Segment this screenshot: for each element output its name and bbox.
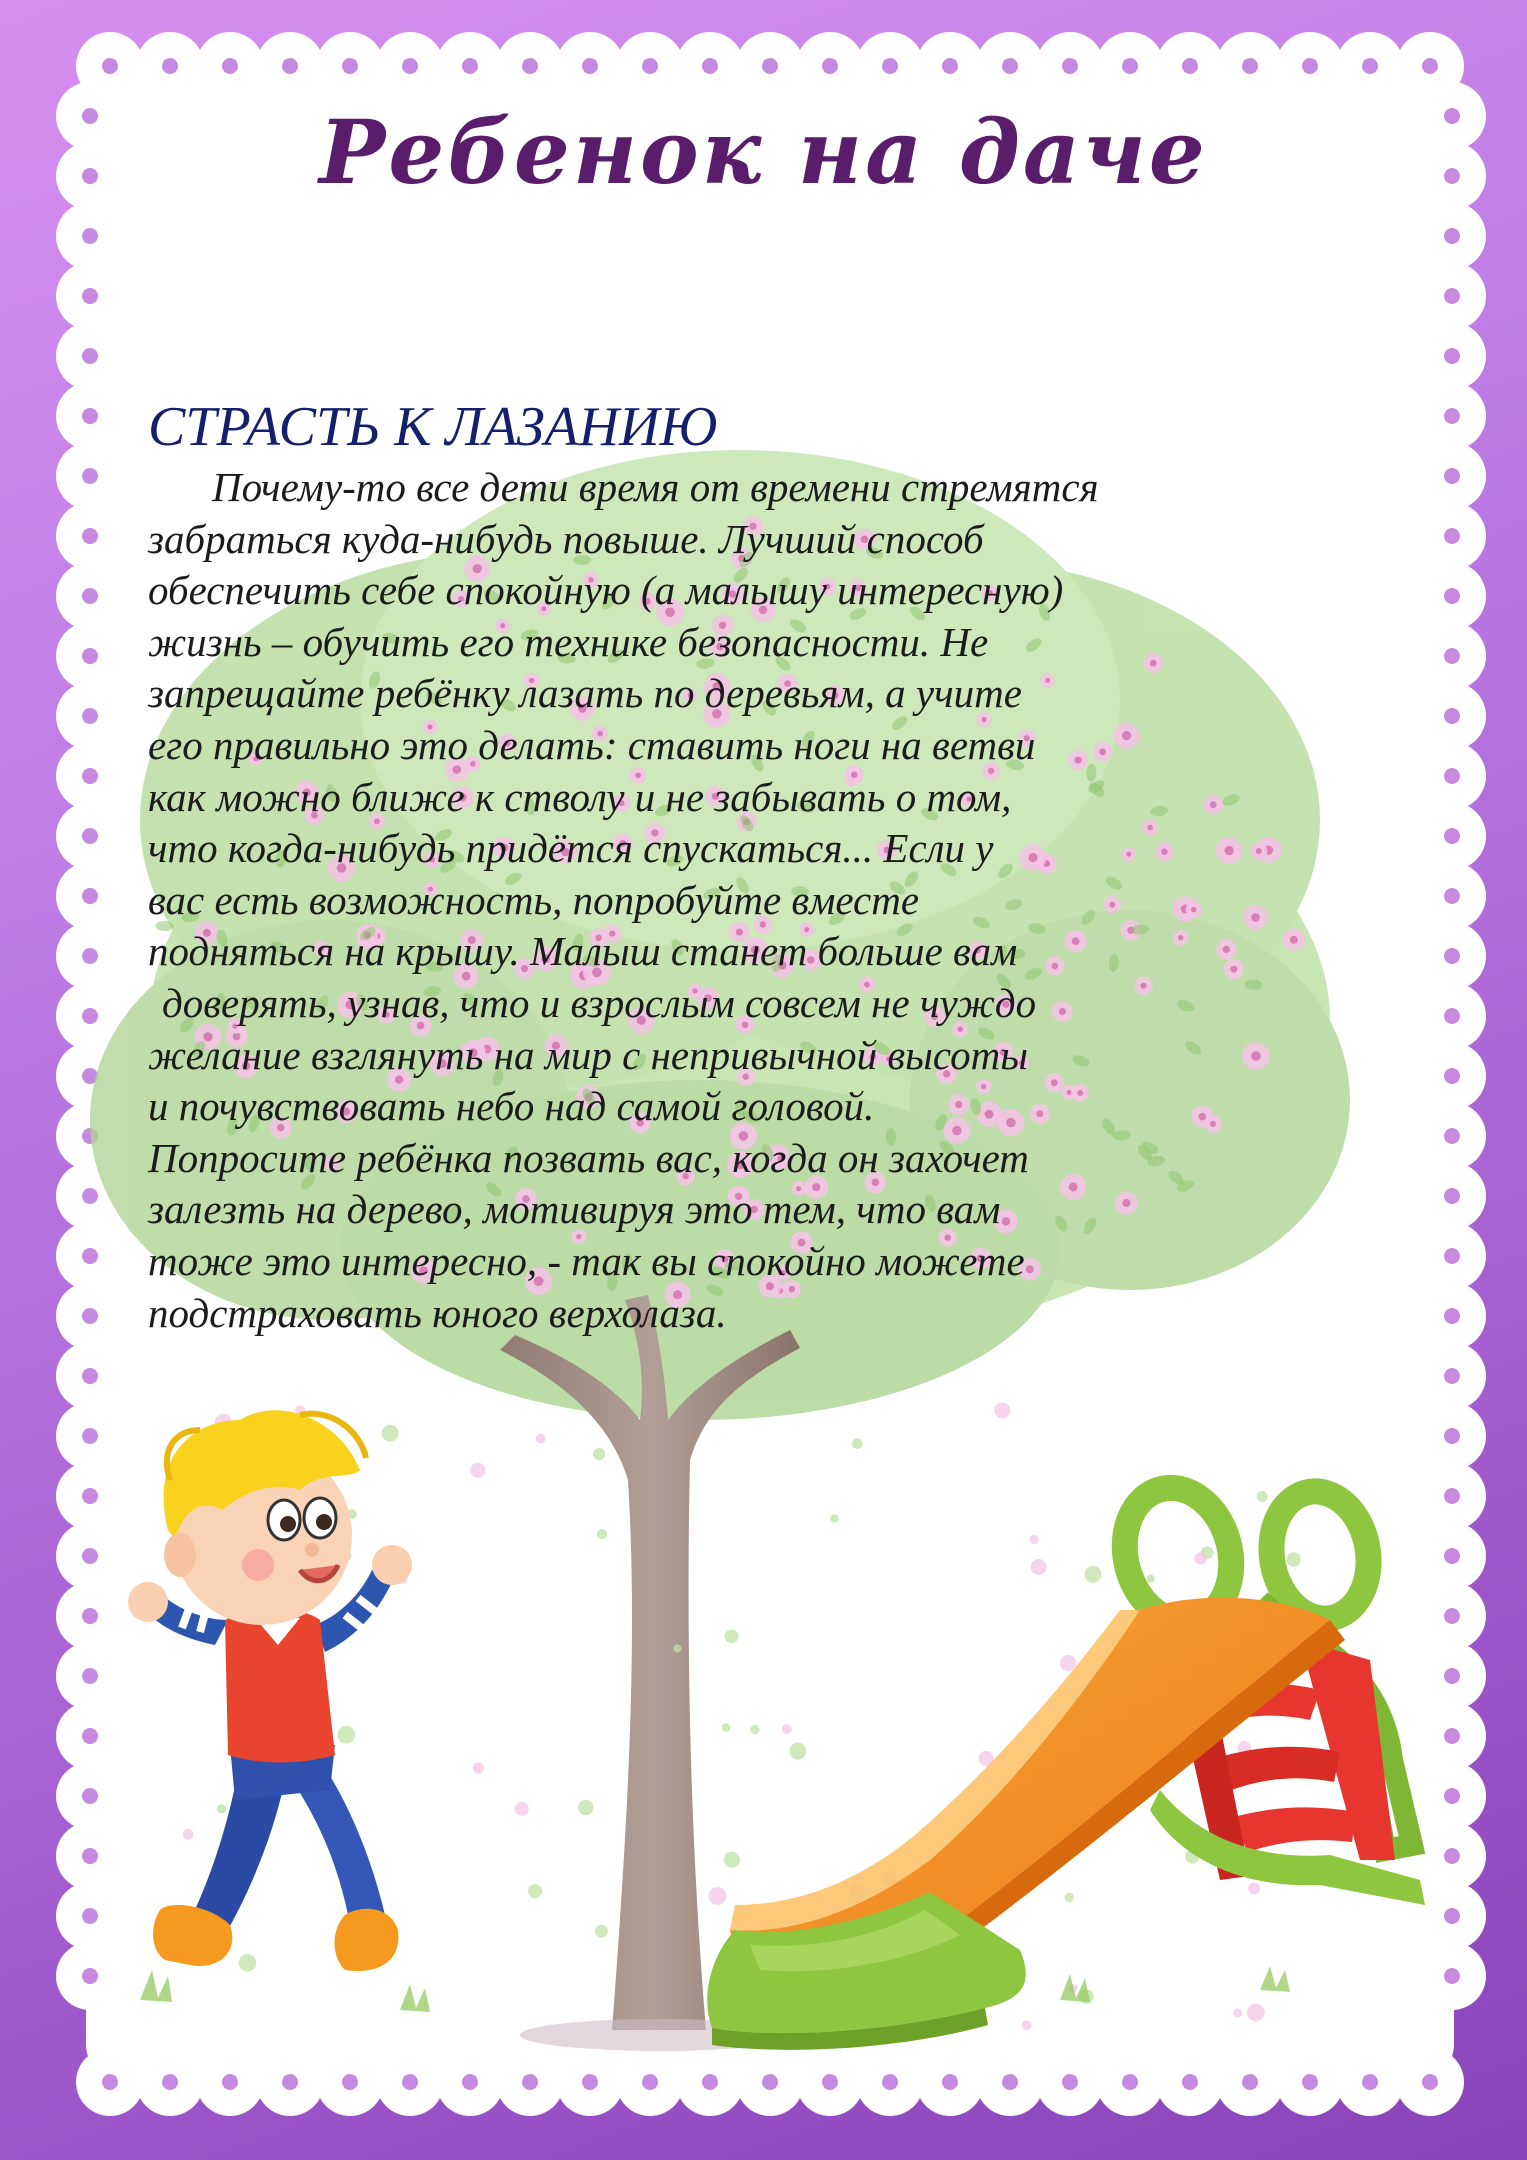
body-line: что когда-нибудь придётся спускаться... Если у	[148, 825, 994, 872]
body-line: тоже это интересно, - так вы спокойно можете	[148, 1237, 1025, 1284]
body-line: Попросите ребёнка позвать вас, когда он захочет	[148, 1134, 1029, 1181]
petal	[337, 1726, 355, 1744]
body-line: Почему-то все дети время от времени стремятся	[212, 464, 1099, 510]
petal	[470, 1463, 485, 1478]
petal	[1147, 1575, 1155, 1583]
body-line: забраться куда-нибудь повыше. Лучший способ	[148, 515, 984, 562]
petal	[1060, 1655, 1076, 1671]
petal	[994, 1403, 1010, 1419]
body-line: подстраховать юного верхолаза.	[148, 1289, 727, 1336]
petal	[1085, 1566, 1102, 1583]
body-line: обеспечить себе спокойную (а малышу интересную)	[148, 567, 1064, 614]
petal	[722, 1723, 731, 1732]
petal	[1030, 1535, 1039, 1544]
petal	[830, 1514, 839, 1523]
petal	[528, 1884, 542, 1898]
petal	[709, 1887, 727, 1905]
petal	[536, 1434, 546, 1444]
section-body	[148, 462, 1408, 1339]
petal	[750, 1725, 759, 1734]
body-line: как можно ближе к стволу и не забывать о том,	[148, 773, 1012, 820]
body-line: доверять, узнав, что и взрослым совсем не чуждо	[162, 979, 1037, 1026]
body-line: желание взглянуть на мир с непривычной высоты	[148, 1031, 1028, 1078]
body-line: и почувствовать небо над самой головой.	[148, 1083, 875, 1130]
body-line: запрещайте ребёнку лазать по деревьям, а учите	[148, 670, 1022, 717]
petal	[593, 1448, 605, 1460]
body-line: залезть на дерево, мотивируя это тем, что вам	[148, 1186, 1001, 1233]
petal	[673, 1645, 681, 1653]
petal	[597, 1529, 607, 1539]
petal	[852, 1438, 863, 1449]
petal	[515, 1802, 529, 1816]
petal	[183, 1829, 194, 1840]
petal	[782, 1724, 792, 1734]
petal	[1233, 2008, 1242, 2017]
page-title: Ребенок на даче	[319, 100, 1208, 204]
body-line: его правильно это делать: ставить ноги на ветви	[148, 721, 1036, 768]
petal	[1247, 2004, 1265, 2022]
petal	[1257, 1491, 1268, 1502]
petal	[1194, 1552, 1207, 1565]
petal	[595, 1925, 608, 1938]
petal	[473, 1763, 484, 1774]
body-line: вас есть возможность, попробуйте вместе	[148, 876, 920, 923]
petal	[1286, 1552, 1300, 1566]
boy-character	[128, 1410, 412, 1971]
petal	[1248, 1882, 1260, 1894]
petal	[789, 1743, 806, 1760]
petal	[724, 1852, 740, 1868]
section-heading: СТРАСТЬ К ЛАЗАНИЮ	[148, 396, 718, 458]
slide	[707, 1476, 1425, 2050]
petal	[578, 1800, 593, 1815]
petal	[217, 1804, 226, 1813]
petal	[1065, 1893, 1074, 1902]
body-line: жизнь – обучить его технике безопасности. Не	[148, 618, 989, 665]
body-line: подняться на крышу. Малыш станет больше вам	[148, 928, 1018, 975]
petal	[725, 1630, 739, 1644]
petal	[1031, 1559, 1047, 1575]
petal	[1022, 2020, 1032, 2030]
petal	[382, 1425, 399, 1442]
petal	[239, 1954, 257, 1972]
